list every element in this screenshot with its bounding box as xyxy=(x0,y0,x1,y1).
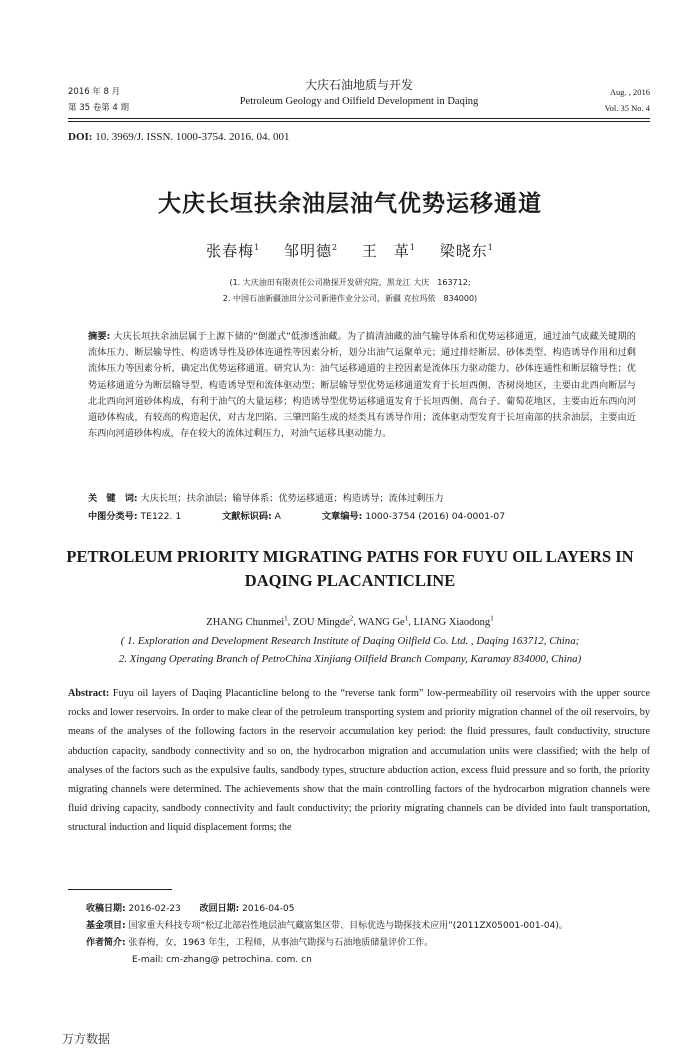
received-label: 收稿日期: xyxy=(86,904,126,914)
header-volume-en: Vol. 35 No. 4 xyxy=(604,103,650,113)
article-no-value: 1000-3754 (2016) 04-0001-07 xyxy=(365,511,506,522)
authors-cn xyxy=(60,240,640,261)
affiliations-en xyxy=(50,632,650,668)
doi-label: DOI: xyxy=(68,131,93,143)
author-email: E-mail: cm-zhang@ petrochina. com. cn xyxy=(132,955,312,965)
footnote-dates xyxy=(86,901,650,918)
doc-code-label: 文献标识码: xyxy=(222,511,272,522)
header-center xyxy=(218,76,500,110)
abstract-cn xyxy=(88,329,636,442)
abstract-en-label: Abstract: xyxy=(68,688,110,699)
author-en-1: ZHANG Chunmei$^1$ xyxy=(206,614,288,628)
abstract-cn-text: 大庆长垣扶余油层属于上源下储的“倒灌式”低渗透油藏。为了搞清油藏的油气输导体系和优势运移通道，通过油气成藏关键期的流体压力、断层输导性、构造诱导性及砂体连通性等因素分析，划分出油气运聚单元；通过排烃断层、砂体类型、构造诱导作用和过剩流体压力等因素分析，确定出优势运移通道。研究认为：油气运移通道的主控因素是流体压力驱动能力、砂体连通性和断层输导性；优势运移通道分为断层输导型、构造诱导型和流体驱动型；断层输导型优势运移通道发育于长垣西侧、杏树岗地区，主要由北西向断层与北北西向河道砂体构成，有利于油气的大量运移；构造诱导型优势运移通道发育于长垣西侧、高台子、葡萄花地区，主要由近东西向河道砂体构成，有较高的构造起伏，对古龙凹陷、三肇凹陷生成的烃类具有诱导作用；流体驱动型发育于长垣南部的扶余油层，主要由近东西向河道砂体构成，存在较大的流体过剩压力，对油气运移具驱动能力。 xyxy=(88,331,636,440)
title-cn: 大庆长垣扶余油层油气优势运移通道 xyxy=(158,191,542,217)
fund-label: 基金项目: xyxy=(86,921,126,931)
author-cn-4: 梁晓东$^1$ xyxy=(439,242,494,260)
affiliation-cn-1: (1. 大庆油田有限责任公司勘探开发研究院，黑龙江 大庆 163712; xyxy=(229,278,471,287)
header-volume-cn: 第 35 卷第 4 期 xyxy=(68,103,130,113)
received-value: 2016-02-23 xyxy=(128,904,181,914)
header-rule xyxy=(68,118,650,122)
header-right xyxy=(605,84,650,116)
authors-en: ZHANG Chunmei$^1$, ZOU Mingde$^2$, WANG Ge$^1$, LIANG Xiaodong$^1$ xyxy=(206,614,494,628)
abstract-en-text: Fuyu oil layers of Daqing Placanticline belong to the “reverse tank form” low-permeability oil reservoirs with the upper source rocks and lower reservoirs. In order to make clear of the petroleum transporting system and priority migration channel of the oil reservoirs, by means of the analyses of the following factors in the reservoir accumulation key period: the fluid pressures, fault conductivity, structure abduction capacity, sandbody connectivity and so on, the hydrocarbon migration and accumulation units were classified; with the help of analyses of the factors such as the expulsive faults, sandbody types, structure abduction action, excess fluid pressure and so forth, the priority migrating channels were determined. The achievements show that the main controlling factors of the hydrocarbon migration channels were fluid driving capacity, sandbody connectivity and fault conductivity; the priority migrating channels can be divided into fault transportation, structural induction and liquid displacement forms; the xyxy=(68,688,650,834)
author-en-3: WANG Ge$^1$ xyxy=(358,614,409,628)
author-en-2: ZOU Mingde$^2$ xyxy=(292,614,354,628)
fund-value: 国家重大科技专项“松辽北部岩性地层油气藏富集区带、目标优选与勘探技术应用”(2011ZX05001-001-04)。 xyxy=(128,921,568,931)
author-en-4: LIANG Xiaodong$^1$ xyxy=(413,614,494,628)
footnote-fund xyxy=(86,918,650,935)
running-header xyxy=(68,76,650,116)
article-no-label: 文章编号: xyxy=(321,511,363,522)
header-date-en: Aug. , 2016 xyxy=(609,87,650,97)
author-bio-label: 作者简介: xyxy=(86,938,126,948)
keywords-cn xyxy=(88,491,636,507)
doi-line xyxy=(68,131,290,143)
revised-value: 2016-04-05 xyxy=(242,904,295,914)
doc-code-value: A xyxy=(274,511,281,522)
revised-label: 改回日期: xyxy=(199,904,240,914)
footnote-author xyxy=(86,935,650,952)
author-cn-3: 王 革$^1$ xyxy=(361,242,416,260)
header-date: 2016 年 8 月 xyxy=(68,87,121,97)
affiliation-en-1: ( 1. Exploration and Development Research Institute of Daqing Oilfield Co. Ltd. , Daqing 163712, China; xyxy=(120,635,580,647)
author-cn-1: 张春梅$^1$ xyxy=(206,242,261,260)
doi-value: 10. 3969/J. ISSN. 1000-3754. 2016. 04. 001 xyxy=(95,131,290,143)
journal-name-en: Petroleum Geology and Oilfield Development in Daqing xyxy=(239,96,479,107)
clc-value: TE122. 1 xyxy=(140,511,182,522)
author-bio-value: 张春梅，女，1963 年生，工程师，从事油气勘探与石油地质储量评价工作。 xyxy=(128,938,434,948)
affiliation-en-2: 2. Xingang Operating Branch of PetroChina Xinjiang Oilfield Branch Company, Karamay 834000, China) xyxy=(118,653,582,665)
affiliation-cn-2: 2. 中国石油新疆油田分公司新港作业分公司，新疆 克拉玛依 834000) xyxy=(222,294,478,303)
abstract-cn-label: 摘要: xyxy=(88,331,111,342)
classification-line xyxy=(88,509,636,525)
title-en: PETROLEUM PRIORITY MIGRATING PATHS FOR FUYU OIL LAYERS IN DAQING PLACANTICLINE xyxy=(66,547,634,590)
author-cn-2: 邹明德$^2$ xyxy=(284,242,339,260)
watermark: 万方数据 xyxy=(62,1032,111,1046)
keywords-cn-text: 大庆长垣；扶余油层；输导体系；优势运移通道；构造诱导；流体过剩压力 xyxy=(140,493,444,504)
affiliations-cn xyxy=(60,275,640,307)
clc-label: 中图分类号: xyxy=(88,511,138,522)
journal-name-cn: 大庆石油地质与开发 xyxy=(304,78,413,92)
keywords-cn-label: 关 键 词: xyxy=(88,493,138,504)
footnote xyxy=(86,901,650,969)
header-left xyxy=(68,84,129,116)
abstract-en xyxy=(68,684,650,838)
footnote-rule xyxy=(68,889,172,890)
